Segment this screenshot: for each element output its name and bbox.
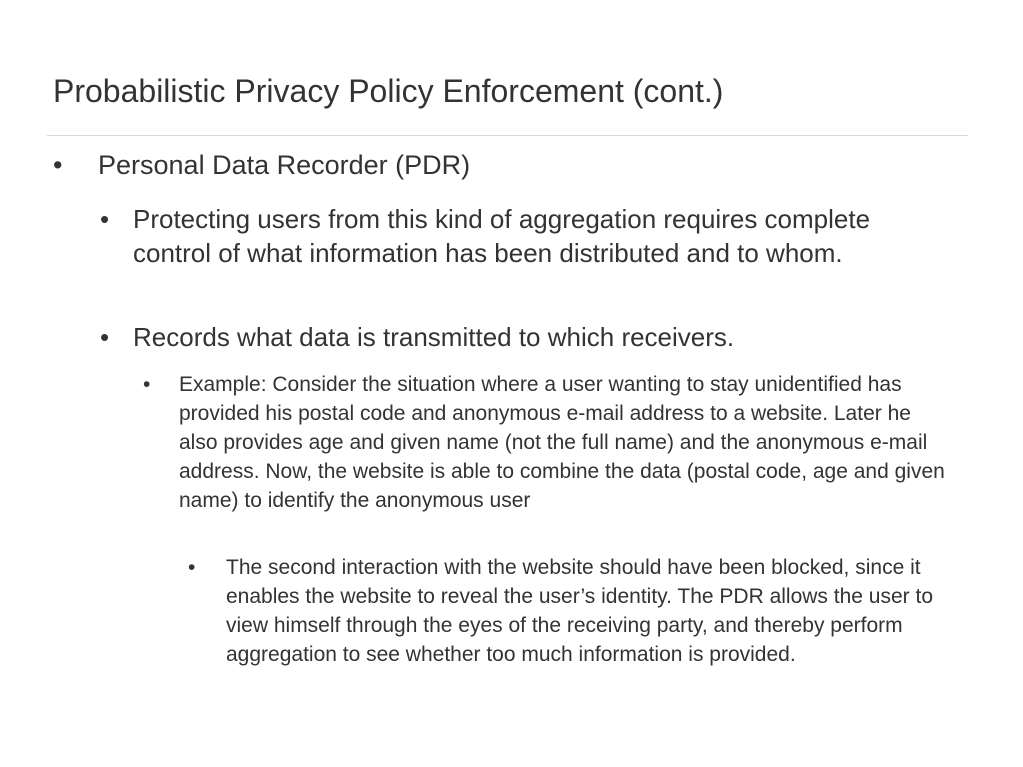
bullet-icon: • (53, 150, 63, 180)
title-divider (47, 135, 968, 136)
bullet-text: The second interaction with the website should have been blocked, since it enables the website to reveal the user’s identity. The PDR allows the user to view himself through the eyes of the receiving party, and thereby perform aggregation to see whether too much information is provided. (226, 556, 933, 666)
bullet-text: Personal Data Recorder (PDR) (98, 150, 471, 180)
bullet-item-records-data (100, 320, 943, 354)
bullet-icon: • (143, 373, 151, 396)
bullet-item-pdr (53, 148, 958, 183)
bullet-icon: • (188, 556, 196, 579)
bullet-item-protecting-users (100, 202, 943, 270)
bullet-item-second-interaction (188, 553, 971, 669)
slide-title: Probabilistic Privacy Policy Enforcement (cont.) (53, 73, 724, 109)
bullet-item-example (143, 370, 954, 515)
bullet-text: Example: Consider the situation where a user wanting to stay unidentified has provided his postal code and anonymous e-mail address to a website. Later he also provides age and given name (not the full name) and the anonymous e-mail address. Now, the website is able to combine the data (postal code, age and given name) to identify the anonymous user (179, 373, 945, 512)
bullet-icon: • (100, 322, 110, 352)
bullet-icon: • (100, 204, 110, 234)
bullet-text: Records what data is transmitted to which receivers. (133, 322, 735, 352)
bullet-text: Protecting users from this kind of aggregation requires complete control of what information has been distributed and to whom. (133, 204, 871, 268)
